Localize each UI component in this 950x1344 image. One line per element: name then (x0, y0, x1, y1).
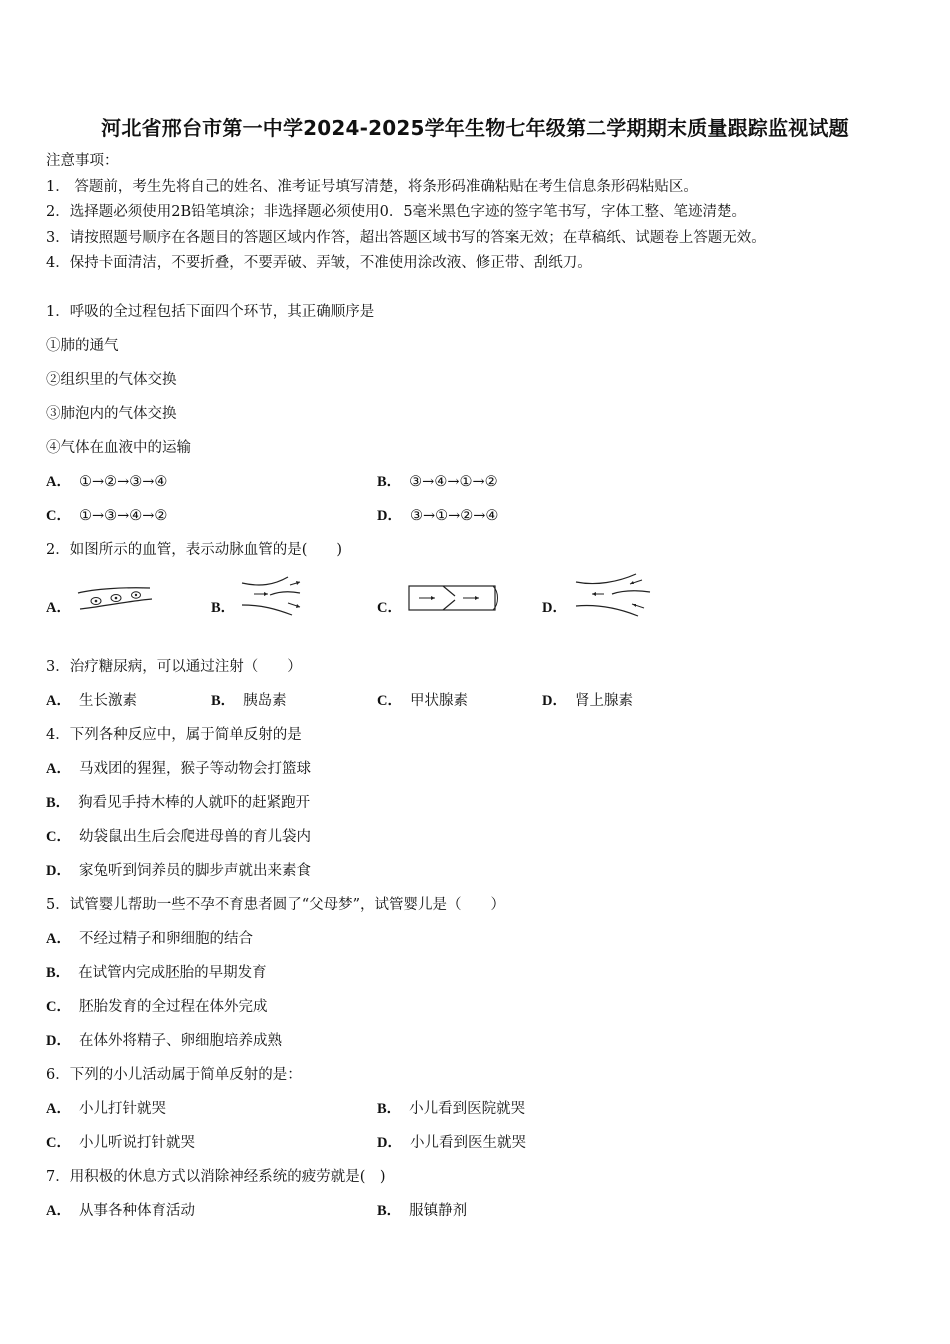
option-a[interactable]: A． 小儿打针就哭 (46, 1101, 166, 1117)
question-stem-2: 2．如图所示的血管，表示动脉血管的是( ) (46, 542, 343, 558)
option-d[interactable]: D． (542, 600, 567, 616)
question-1-item: ④气体在血液中的运输 (46, 440, 191, 456)
question-1-item: ③肺泡内的气体交换 (46, 406, 177, 422)
option-c[interactable]: C． ①→③→④→② (46, 508, 168, 524)
option-b[interactable]: B． (211, 600, 236, 616)
option-b[interactable]: B． 狗看见手持木棒的人就吓的赶紧跑开 (46, 795, 311, 811)
question-stem-3: 3．治疗糖尿病，可以通过注射（ ） (46, 659, 302, 675)
option-b[interactable]: B． ③→④→①→② (377, 474, 498, 490)
option-a[interactable]: A． 从事各种体育活动 (46, 1203, 195, 1219)
option-b[interactable]: B． 小儿看到医院就哭 (377, 1101, 526, 1117)
option-d[interactable]: D． 肾上腺素 (542, 693, 633, 709)
question-1-item: ②组织里的气体交换 (46, 372, 177, 388)
option-b[interactable]: B． 在试管内完成胚胎的早期发育 (46, 965, 267, 981)
option-d[interactable]: D． 家兔听到饲养员的脚步声就出来素食 (46, 863, 311, 879)
option-b[interactable]: B． 胰岛素 (211, 693, 287, 709)
option-c[interactable]: C． (377, 600, 402, 616)
question-stem-7: 7．用积极的休息方式以消除神经系统的疲劳就是( ) (46, 1169, 386, 1185)
page-title: 河北省邢台市第一中学2024-2025学年生物七年级第二学期期末质量跟踪监视试题 (101, 116, 849, 140)
notice-item: 4．保持卡面清洁，不要折叠，不要弄破、弄皱，不准使用涂改液、修正带、刮纸刀。 (46, 255, 592, 271)
option-c[interactable]: C． 小儿听说打针就哭 (46, 1135, 195, 1151)
question-stem-5: 5．试管婴儿帮助一些不孕不育患者圆了“父母梦”，试管婴儿是（ ） (46, 897, 506, 913)
vein-valve-figure (407, 582, 499, 614)
option-c[interactable]: C． 幼袋鼠出生后会爬进母兽的育儿袋内 (46, 829, 311, 845)
option-d[interactable]: D． ③→①→②→④ (377, 508, 499, 524)
option-c[interactable]: C． 甲状腺素 (377, 693, 468, 709)
notice-item: 3．请按照题号顺序在各题目的答题区域内作答，超出答题区域书写的答案无效；在草稿纸、试题卷上答题无效。 (46, 230, 766, 246)
option-a[interactable]: A． 生长激素 (46, 693, 137, 709)
artery-branch-figure (240, 575, 306, 615)
question-stem-4: 4．下列各种反应中，属于简单反射的是 (46, 727, 302, 743)
option-d[interactable]: D． 小儿看到医生就哭 (377, 1135, 526, 1151)
option-a[interactable]: A． ①→②→③→④ (46, 474, 168, 490)
notice-item: 1． 答题前，考生先将自己的姓名、准考证号填写清楚，将条形码准确粘贴在考生信息条形码粘贴区。 (46, 179, 698, 195)
option-a[interactable]: A． 马戏团的猩猩，猴子等动物会打篮球 (46, 761, 311, 777)
option-b[interactable]: B． 服镇静剂 (377, 1203, 468, 1219)
capillary-figure (74, 585, 154, 613)
option-a[interactable]: A． (46, 600, 71, 616)
notice-item: 2．选择题必须使用2B铅笔填涂；非选择题必须使用0．5毫米黑色字迹的签字笔书写，字体工整、笔迹清楚。 (46, 204, 747, 220)
question-stem-6: 6．下列的小儿活动属于简单反射的是： (46, 1067, 302, 1083)
option-a[interactable]: A． 不经过精子和卵细胞的结合 (46, 931, 253, 947)
question-1-item: ①肺的通气 (46, 338, 119, 354)
question-stem-1: 1．呼吸的全过程包括下面四个环节，其正确顺序是 (46, 304, 375, 320)
notice-heading: 注意事项： (46, 153, 119, 169)
vessels-converge-figure (572, 572, 654, 616)
option-c[interactable]: C． 胚胎发育的全过程在体外完成 (46, 999, 268, 1015)
option-d[interactable]: D． 在体外将精子、卵细胞培养成熟 (46, 1033, 282, 1049)
